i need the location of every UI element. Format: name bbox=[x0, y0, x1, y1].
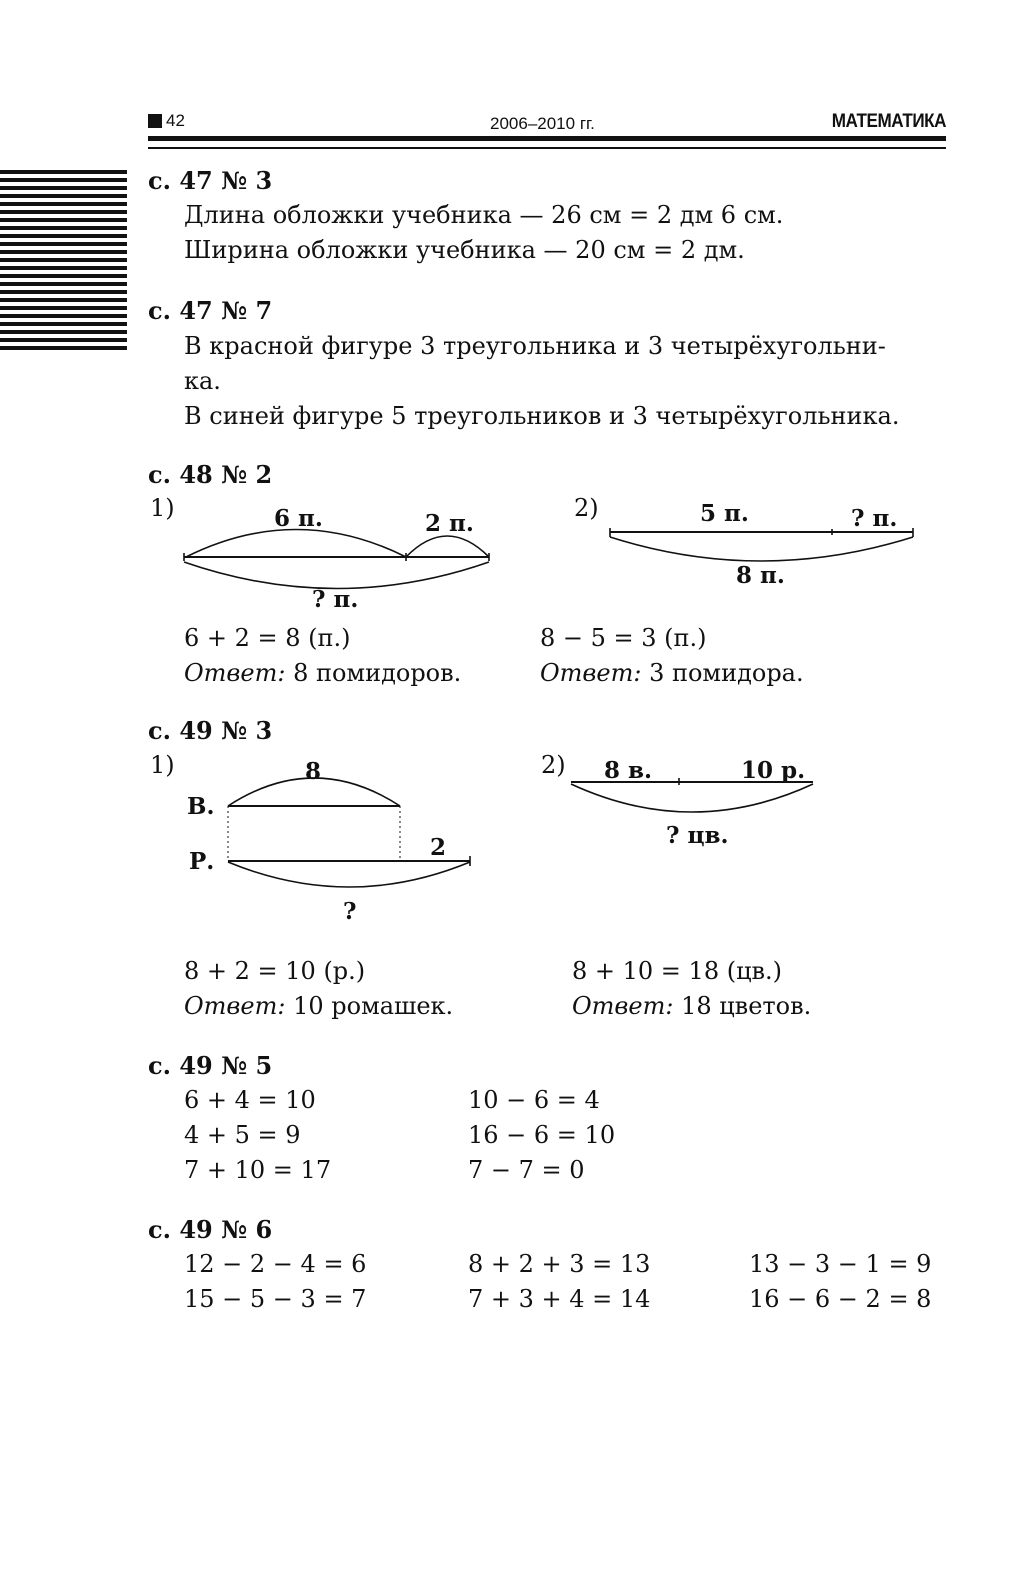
diagram-label: 8 в. bbox=[604, 757, 652, 784]
problem-number: 1) bbox=[150, 751, 175, 779]
text-line: В красной фигуре 3 треугольника и 3 четырёхугольни- bbox=[184, 332, 886, 360]
section-title: с. 49 № 5 bbox=[148, 1051, 273, 1080]
answer-text: 8 помидоров. bbox=[285, 659, 462, 687]
diagram-label: ? bbox=[343, 898, 357, 925]
text-line: Ширина обложки учебника — 20 см = 2 дм. bbox=[184, 236, 745, 264]
brace-arc-top bbox=[186, 530, 406, 558]
answer-text: 18 цветов. bbox=[673, 992, 812, 1020]
header-subject: МАТЕМАТИКА bbox=[831, 111, 946, 132]
diagram-label: ? п. bbox=[312, 586, 359, 613]
answer-line bbox=[540, 659, 804, 687]
equation: 12 − 2 − 4 = 6 bbox=[184, 1250, 367, 1278]
section-title: с. 49 № 3 bbox=[148, 716, 273, 745]
problem-number: 1) bbox=[150, 494, 175, 522]
diagram-label: 10 р. bbox=[741, 757, 806, 784]
equation: 6 + 2 = 8 (п.) bbox=[184, 624, 351, 652]
section-title: с. 49 № 6 bbox=[148, 1215, 273, 1244]
brace-arc-top bbox=[406, 536, 489, 557]
equation: 16 − 6 = 10 bbox=[468, 1121, 616, 1149]
text-line: Длина обложки учебника — 26 см = 2 дм 6 см. bbox=[184, 201, 784, 229]
answer-word: Ответ: bbox=[184, 659, 286, 687]
diagram-label: ? цв. bbox=[666, 822, 729, 849]
diagram-label: 5 п. bbox=[700, 500, 749, 527]
equation: 8 + 2 = 10 (р.) bbox=[184, 957, 366, 985]
brace-arc-bottom bbox=[228, 862, 470, 887]
problem-number: 2) bbox=[541, 751, 566, 779]
answer-word: Ответ: bbox=[572, 992, 674, 1020]
text-line: ка. bbox=[184, 367, 221, 395]
answer-word: Ответ: bbox=[184, 992, 286, 1020]
diagram-label: 8 п. bbox=[736, 562, 785, 589]
diagram-label: 2 п. bbox=[425, 510, 474, 537]
equation: 8 + 2 + 3 = 13 bbox=[468, 1250, 651, 1278]
equation: 6 + 4 = 10 bbox=[184, 1086, 316, 1114]
brace-arc-bottom bbox=[184, 562, 489, 589]
diagram-label: ? п. bbox=[851, 505, 898, 532]
equation: 4 + 5 = 9 bbox=[184, 1121, 301, 1149]
header-years: 2006–2010 гг. bbox=[490, 114, 595, 133]
answer-text: 3 помидора. bbox=[641, 659, 804, 687]
answer-line bbox=[184, 659, 461, 687]
section-title: с. 47 № 7 bbox=[148, 296, 273, 325]
brace-arc-bottom bbox=[571, 784, 813, 812]
equation: 7 + 3 + 4 = 14 bbox=[468, 1285, 651, 1313]
equation: 7 − 7 = 0 bbox=[468, 1156, 585, 1184]
problem-number: 2) bbox=[574, 494, 599, 522]
answer-line bbox=[184, 992, 453, 1020]
text-line: В синей фигуре 5 треугольников и 3 четырёхугольника. bbox=[184, 402, 900, 430]
diagram-label: 2 bbox=[430, 834, 447, 861]
row-label: В. bbox=[187, 793, 215, 820]
section-title: с. 47 № 3 bbox=[148, 166, 273, 195]
equation: 15 − 5 − 3 = 7 bbox=[184, 1285, 367, 1313]
equation: 13 − 3 − 1 = 9 bbox=[749, 1250, 932, 1278]
brace-arc-bottom bbox=[610, 537, 913, 561]
row-label: Р. bbox=[189, 848, 215, 875]
page-number: 42 bbox=[166, 111, 185, 130]
section-title: с. 48 № 2 bbox=[148, 460, 273, 489]
equation: 16 − 6 − 2 = 8 bbox=[749, 1285, 932, 1313]
equation: 8 − 5 = 3 (п.) bbox=[540, 624, 707, 652]
diagram-label: 8 bbox=[305, 758, 322, 785]
equation: 7 + 10 = 17 bbox=[184, 1156, 332, 1184]
answer-line bbox=[572, 992, 811, 1020]
answer-text: 10 ромашек. bbox=[285, 992, 454, 1020]
equation: 10 − 6 = 4 bbox=[468, 1086, 600, 1114]
equation: 8 + 10 = 18 (цв.) bbox=[572, 957, 783, 985]
answer-word: Ответ: bbox=[540, 659, 642, 687]
diagram-label: 6 п. bbox=[274, 505, 323, 532]
